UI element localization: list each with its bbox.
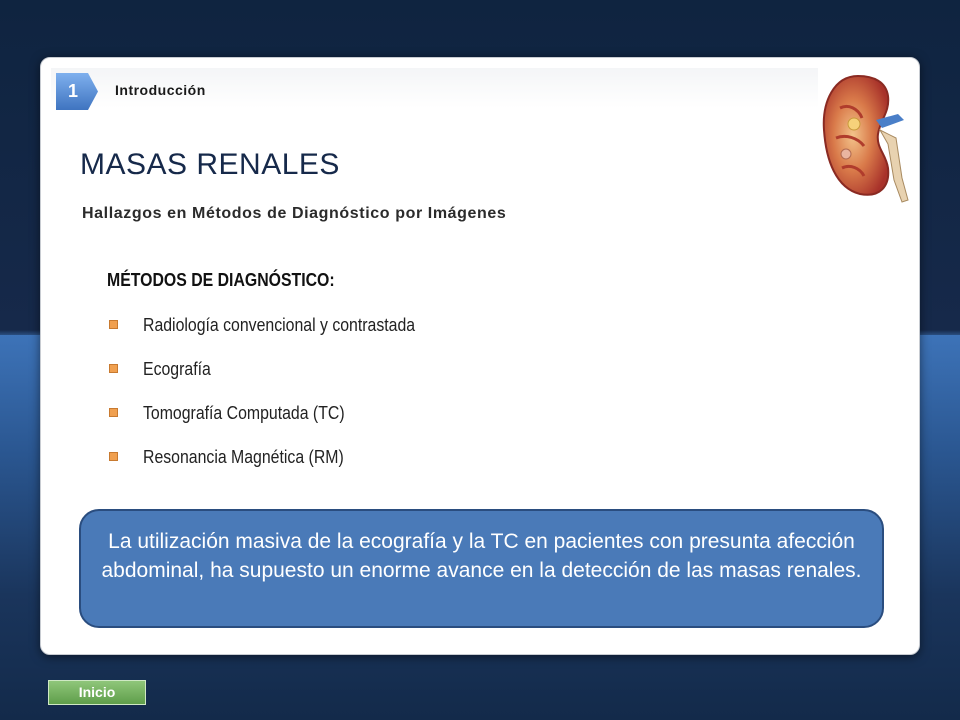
slide-subtitle: Hallazgos en Métodos de Diagnóstico por Imágenes bbox=[82, 205, 507, 222]
list-item bbox=[107, 442, 452, 486]
methods-heading: MÉTODOS DE DIAGNÓSTICO: bbox=[107, 270, 335, 290]
slide-title: MASAS RENALES bbox=[80, 148, 340, 181]
square-bullet-icon bbox=[109, 364, 118, 373]
square-bullet-icon bbox=[109, 320, 118, 329]
list-item-label: Tomografía Computada (TC) bbox=[143, 403, 345, 423]
kidney-cross-section-image bbox=[818, 68, 912, 208]
list-item-label: Ecografía bbox=[143, 359, 211, 379]
list-item bbox=[107, 310, 452, 354]
step-number: 1 bbox=[67, 81, 78, 101]
methods-list bbox=[107, 310, 452, 486]
list-item bbox=[107, 398, 452, 442]
list-item-label: Resonancia Magnética (RM) bbox=[143, 447, 344, 467]
section-label: Introducción bbox=[115, 82, 206, 98]
list-item bbox=[107, 354, 452, 398]
square-bullet-icon bbox=[109, 452, 118, 461]
inicio-button[interactable]: Inicio bbox=[48, 680, 146, 705]
callout-box: La utilización masiva de la ecografía y la TC en pacientes con presunta afección abdominal, ha supuesto un enorme avance en la detección de las masas renales. bbox=[79, 509, 884, 628]
square-bullet-icon bbox=[109, 408, 118, 417]
list-item-label: Radiología convencional y contrastada bbox=[143, 315, 416, 335]
